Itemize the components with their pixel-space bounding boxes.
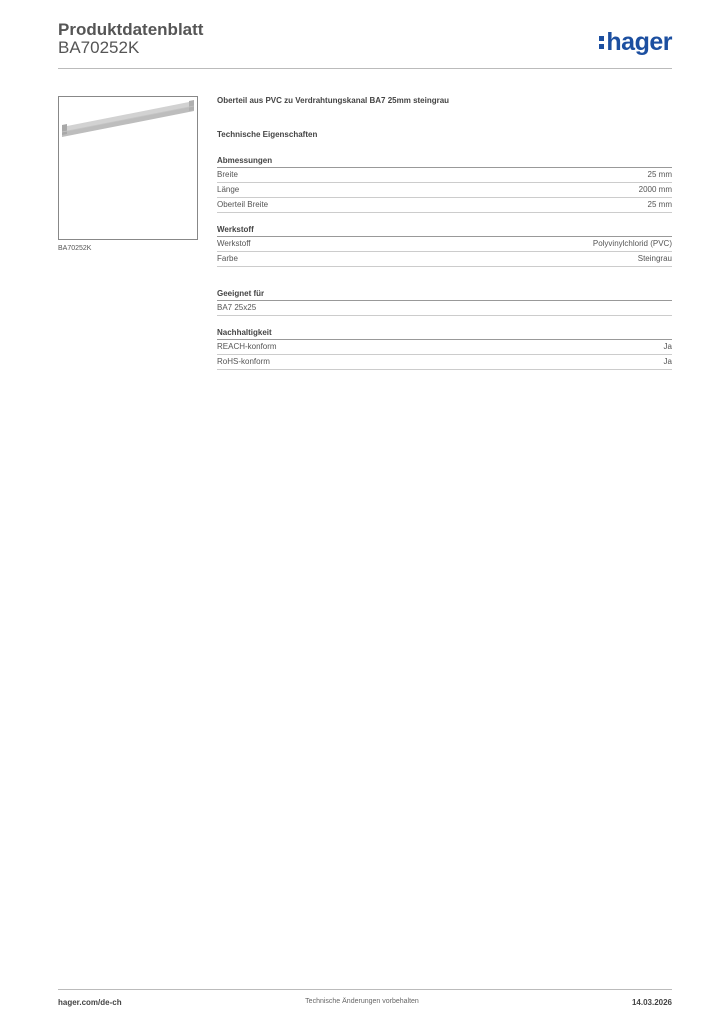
property-label: Werkstoff: [217, 239, 251, 248]
property-label: Länge: [217, 185, 240, 194]
property-value: Ja: [663, 357, 672, 366]
section-sustainability: [217, 328, 672, 370]
section-dimensions: [217, 156, 672, 213]
header-divider: [58, 68, 672, 69]
image-caption: BA70252K: [58, 245, 92, 252]
logo-colon-icon: [599, 32, 605, 52]
product-image: [58, 96, 198, 240]
property-value: Ja: [663, 342, 672, 351]
section-title: Geeignet für: [217, 289, 672, 301]
property-label: BA7 25x25: [217, 303, 257, 312]
property-value: Polyvinylchlorid (PVC): [592, 239, 672, 248]
product-code: BA70252K: [58, 38, 140, 57]
property-label: REACH-konform: [217, 342, 277, 351]
property-label: Farbe: [217, 254, 238, 263]
property-label: Oberteil Breite: [217, 200, 269, 209]
footer-divider: [58, 989, 672, 990]
page-title: Produktdatenblatt: [58, 20, 204, 39]
property-value: 2000 mm: [638, 185, 672, 194]
footer-url[interactable]: hager.com/de-ch: [58, 998, 122, 1007]
property-value: Steingrau: [637, 254, 672, 263]
section-title: Werkstoff: [217, 225, 672, 237]
logo-text: hager: [606, 28, 672, 56]
property-row: [217, 168, 672, 183]
footer-date: 14.03.2026: [631, 998, 672, 1007]
section-title: Nachhaltigkeit: [217, 328, 672, 340]
section-material: [217, 225, 672, 267]
section-suitable-for: [217, 289, 672, 316]
property-label: Breite: [217, 170, 238, 179]
property-row: [217, 183, 672, 198]
property-row: [217, 237, 672, 252]
property-row: [217, 198, 672, 213]
cover-profile-illustration: [59, 97, 197, 239]
hager-logo: [599, 28, 672, 57]
property-row: [217, 340, 672, 355]
section-title: Abmessungen: [217, 156, 672, 168]
property-value: 25 mm: [647, 170, 672, 179]
tech-properties-heading: Technische Eigenschaften: [217, 130, 318, 139]
property-label: RoHS-konform: [217, 357, 270, 366]
property-value: 25 mm: [647, 200, 672, 209]
footer-note: Technische Änderungen vorbehalten: [305, 998, 419, 1005]
product-details: [217, 96, 672, 382]
property-row: [217, 355, 672, 370]
property-row: [217, 252, 672, 267]
product-description: Oberteil aus PVC zu Verdrahtungskanal BA7 25mm steingrau: [217, 96, 450, 105]
property-row: [217, 301, 672, 316]
